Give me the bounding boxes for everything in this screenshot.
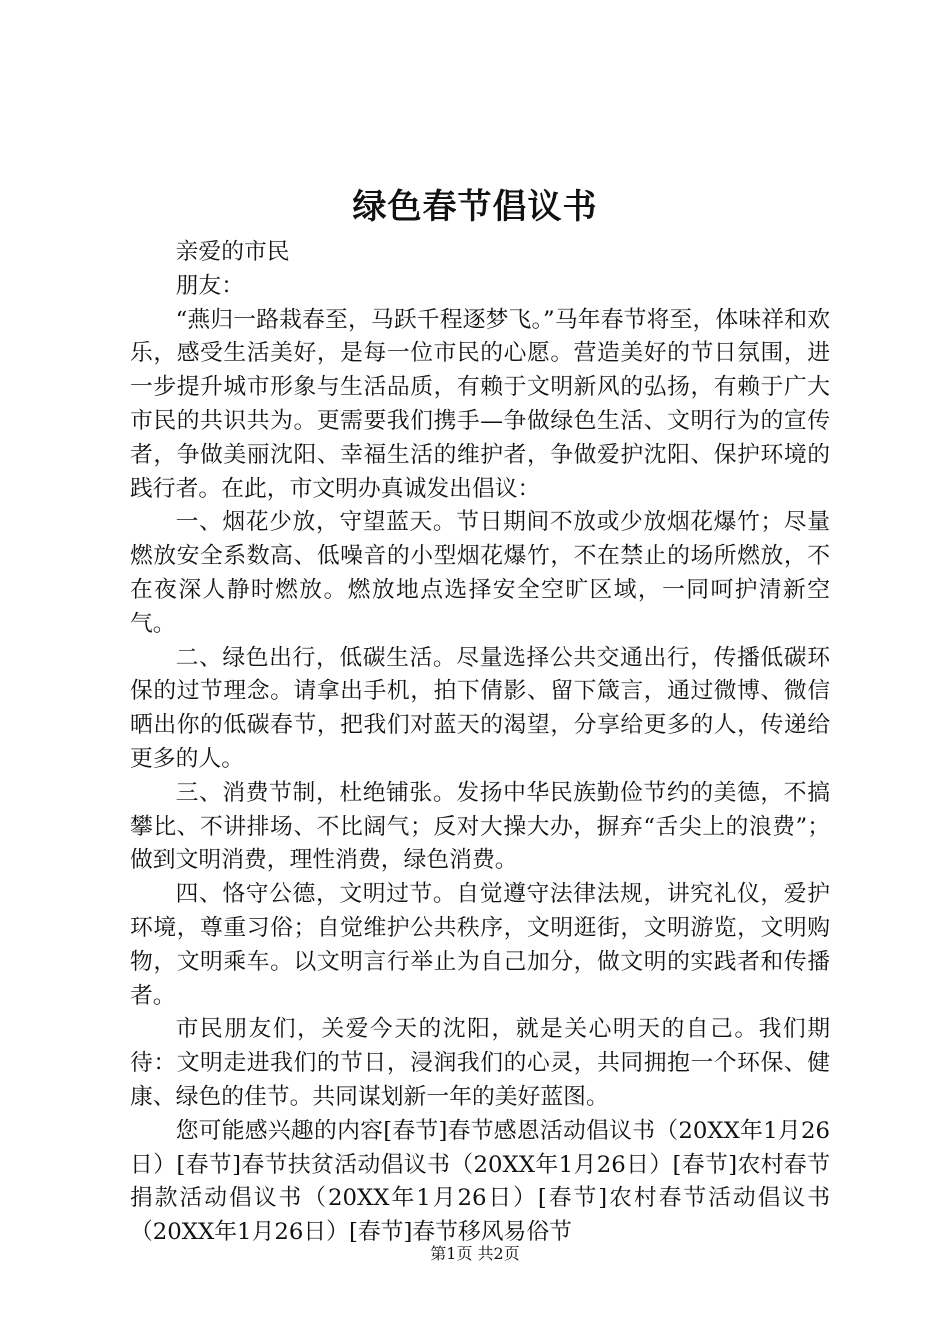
document-body (130, 236, 830, 1250)
salutation-line-1: 亲爱的市民 (175, 239, 290, 265)
page-footer: 第1页 共2页 (430, 1244, 520, 1263)
page-title: 绿色春节倡议书 (352, 187, 598, 227)
salutation-line-2: 朋友： (175, 272, 244, 299)
paragraph-related-links: 您可能感兴趣的内容[春节]春节感恩活动倡议书（20XX年1月26日）[春节]春节扶贫活动倡议书（20XX年1月26日）[春节]农村春节捐款活动倡议书（20XX年1月26日）[春节]农村春节活动倡议书（20XX年1月26日）[春节]春节移风易俗节 (130, 1117, 830, 1246)
paragraph-item-4: 四、恪守公德，文明过节。自觉遵守法律法规，讲究礼仪，爱护环境，尊重习俗；自觉维护公共秩序，文明逛街，文明游览，文明购物，文明乘车。以文明言行举止为自己加分，做文明的实践者和传播者。 (130, 881, 830, 1009)
paragraph-item-1: 一、烟花少放，守望蓝天。节日期间不放或少放烟花爆竹；尽量燃放安全系数高、低噪音的小型烟花爆竹，不在禁止的场所燃放，不在夜深人静时燃放。燃放地点选择安全空旷区域，一同呵护清新空气。 (130, 509, 830, 637)
paragraph-item-3: 三、消费节制，杜绝铺张。发扬中华民族勤俭节约的美德，不搞攀比、不讲排场、不比阔气；反对大操大办，摒弃“舌尖上的浪费”；做到文明消费，理性消费，绿色消费。 (130, 779, 830, 874)
paragraph-intro: “燕归一路栽春至，马跃千程逐梦飞。”马年春节将至，体味祥和欢乐，感受生活美好，是每一位市民的心愿。营造美好的节日氛围，进一步提升城市形象与生活品质，有赖于文明新风的弘扬，有赖于广大市民的共识共为。更需要我们携手—争做绿色生活、文明行为的宣传者，争做美丽沈阳、幸福生活的维护者，争做爱护沈阳、保护环境的践行者。在此，市文明办真诚发出倡议： (130, 306, 830, 502)
paragraph-closing: 市民朋友们，关爱今天的沈阳，就是关心明天的自己。我们期待：文明走进我们的节日，浸润我们的心灵，共同拥抱一个环保、健康、绿色的佳节。共同谋划新一年的美好蓝图。 (130, 1016, 830, 1110)
paragraph-item-2: 二、绿色出行，低碳生活。尽量选择公共交通出行，传播低碳环保的过节理念。请拿出手机，拍下倩影、留下箴言，通过微博、微信晒出你的低碳春节，把我们对蓝天的渴望，分享给更多的人，传递给更多的人。 (130, 644, 830, 772)
